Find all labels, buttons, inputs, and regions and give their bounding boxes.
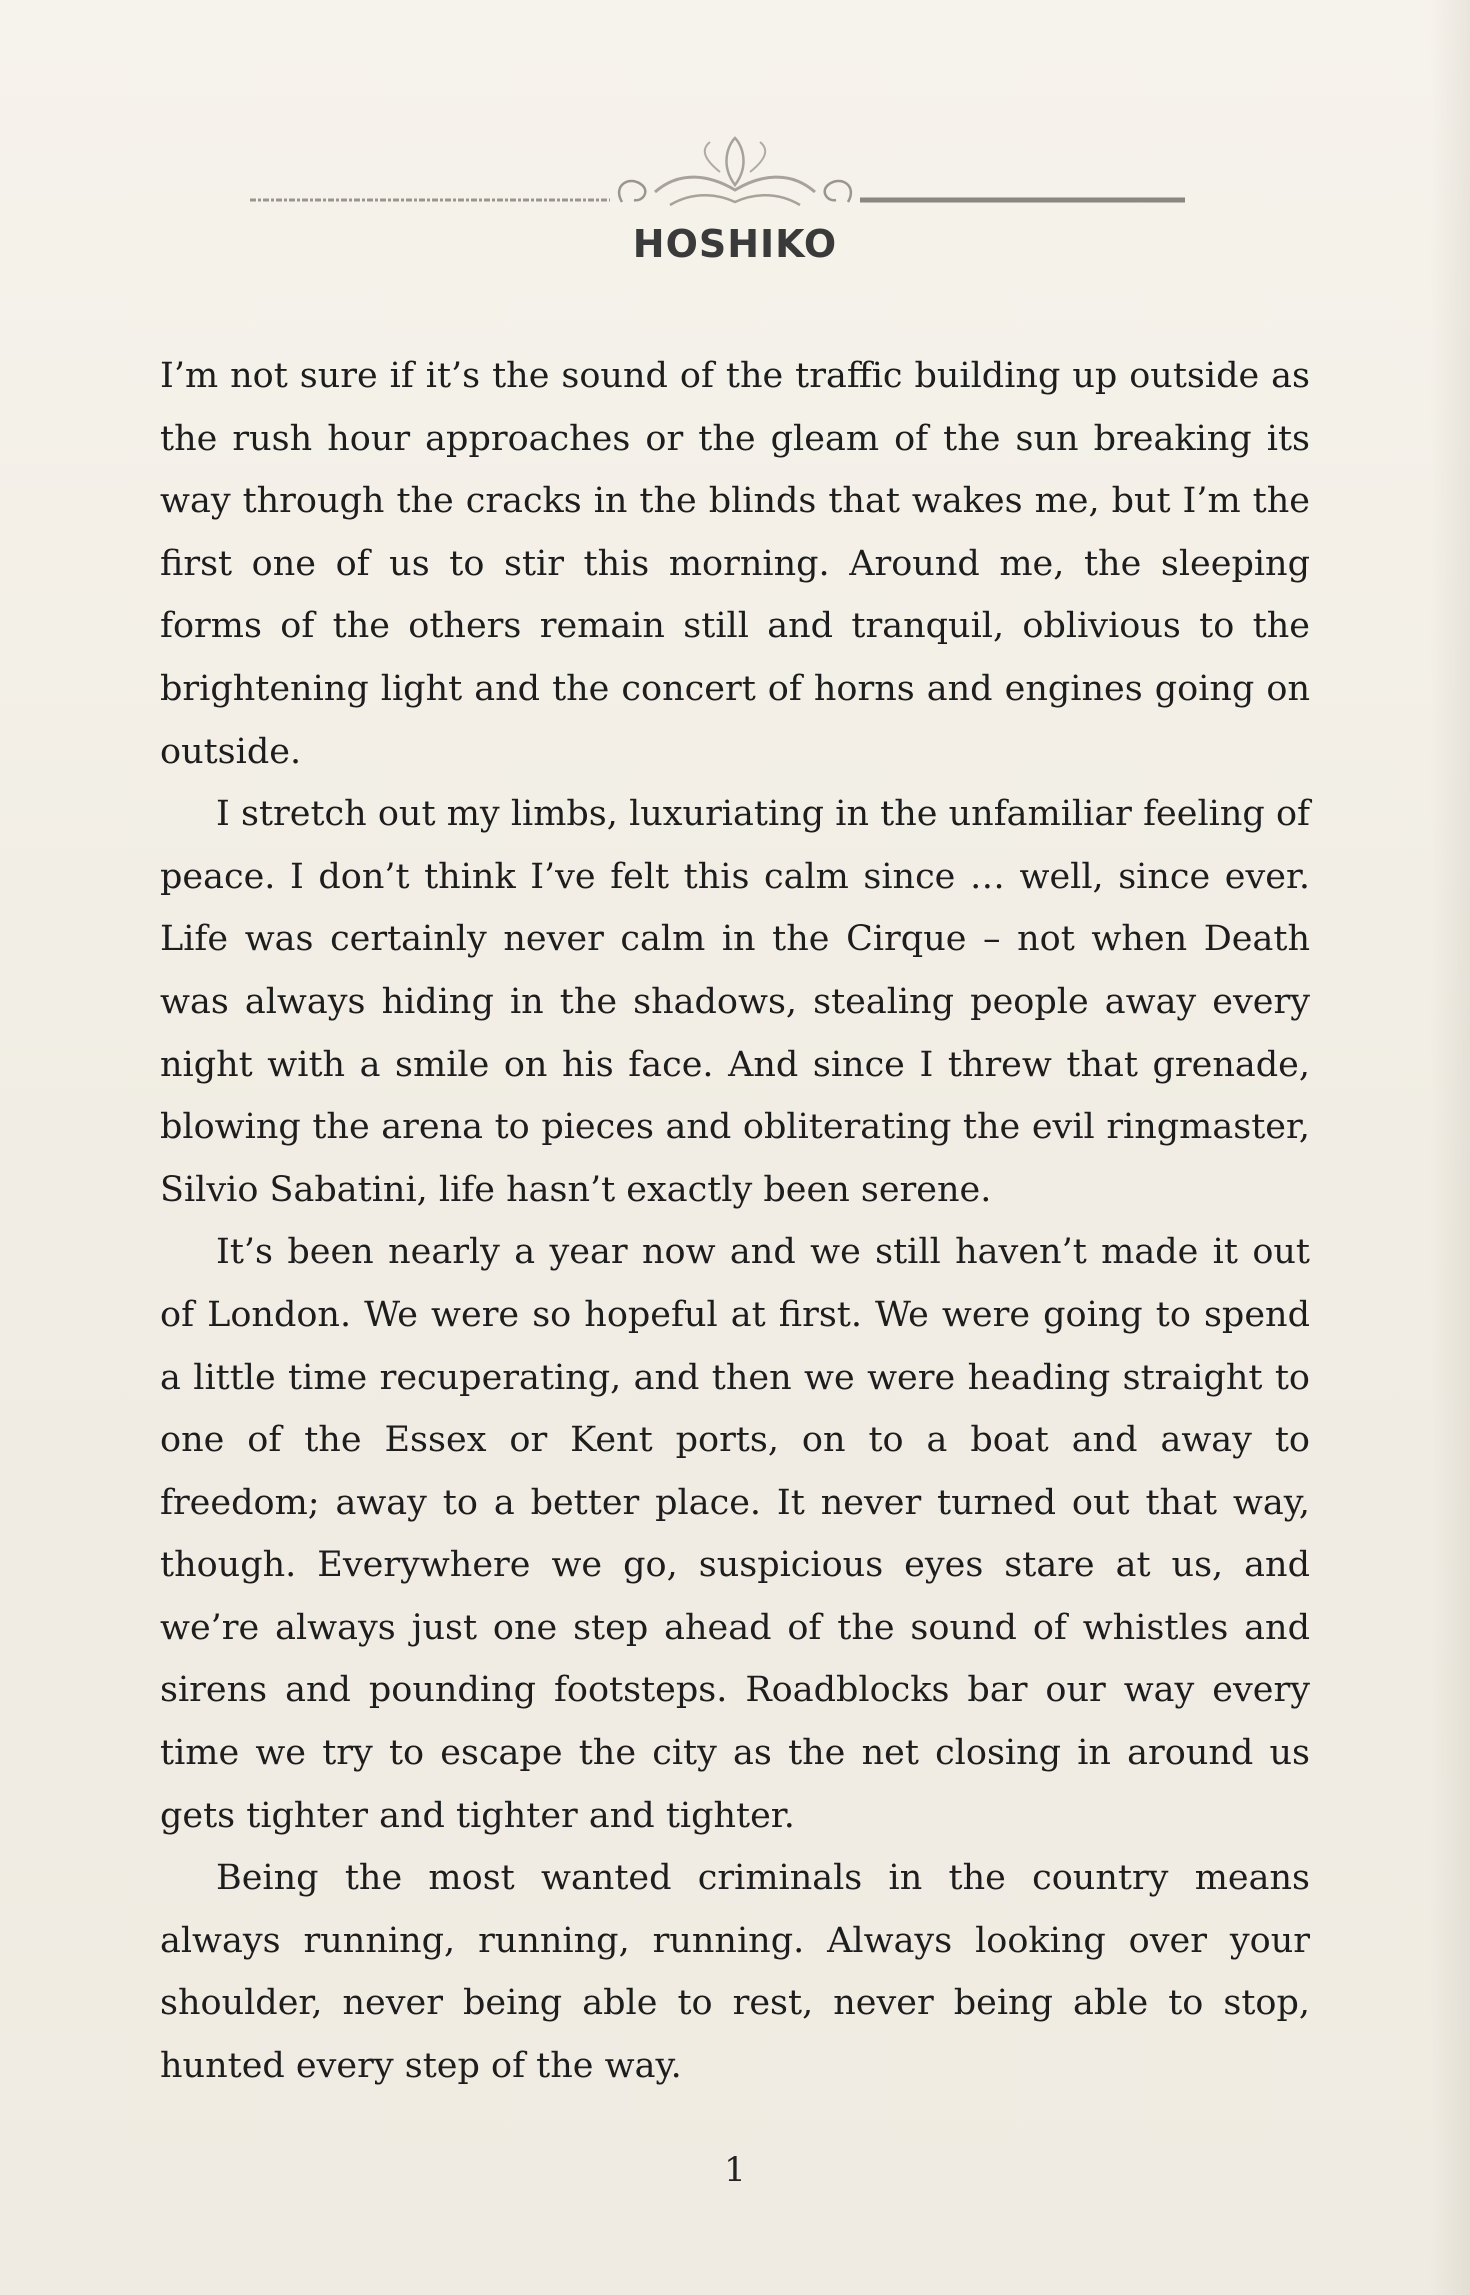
paragraph: It’s been nearly a year now and we still haven’t made it out of London. We were so hopeful at first. We were going to spend a little time recuperating, and then we were heading straight to one of the Essex or Kent ports, on to a boat and away to freedom; away to a better place. It never turned out that way, though. Everywhere we go, suspicious eyes stare at us, and we’re always just one step ahead of the sound of whistles and sirens and pounding footsteps. Roadblocks bar our way every time we try to escape the city as the net closing in around us gets tighter and tighter and tighter. — [160, 1232, 1310, 1836]
paragraph: Being the most wanted criminals in the country means always running, running, running. Always looking over your shoulder, never being able to rest, never being able to stop, hunted every step of the way. — [160, 1858, 1310, 2087]
paragraph: I’m not sure if it’s the sound of the traffic building up outside as the rush hour approaches or the gleam of the sun breaking its way through the cracks in the blinds that wakes me, but I’m the first one of us to stir this morning. Around me, the sleeping forms of the others remain still and tranquil, oblivious to the brightening light and the concert of horns and engines going on outside. — [160, 356, 1310, 772]
paragraph: I stretch out my limbs, luxuriating in the unfamiliar feeling of peace. I don’t think I’ve felt this calm since … well, since ever. Life was certainly never calm in the Cirque – not when Death was always hiding in the shadows, stealing people away every night with a smile on his face. And since I threw that grenade, blowing the arena to pieces and obliterating the evil ringmaster, Silvio Sabatini, life hasn’t exactly been serene. — [160, 794, 1310, 1210]
page-edge-shadow — [1430, 0, 1470, 2295]
chapter-title: HOSHIKO — [632, 222, 838, 266]
flourish-divider-icon — [250, 130, 1220, 230]
page-number: 1 — [724, 2150, 746, 2190]
chapter-body — [160, 345, 1310, 2098]
